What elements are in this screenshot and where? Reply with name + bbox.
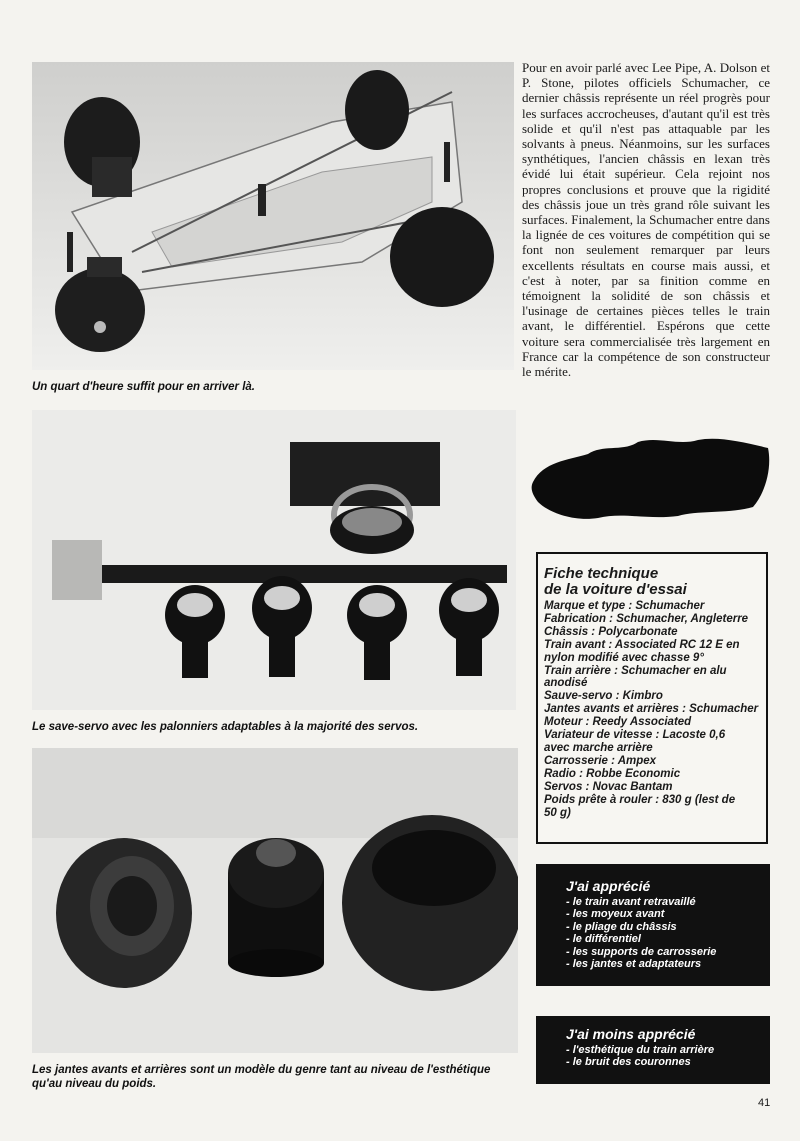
apprecie-title: J'ai apprécié	[566, 878, 651, 894]
save-servo-caption: Le save-servo avec les palonniers adaptables à la majorité des servos.	[32, 721, 419, 733]
wheels-photo	[32, 748, 518, 1053]
list-item: - les jantes et adaptateurs	[566, 958, 702, 971]
fiche-line: Moteur : Reedy Associated	[544, 716, 692, 729]
chassis-photo	[32, 62, 514, 370]
moins-apprecie-box	[536, 1016, 770, 1084]
fiche-line: Servos : Novac Bantam	[544, 780, 673, 793]
list-item: - les supports de carrosserie	[566, 945, 717, 958]
fiche-line: Carrosserie : Ampex	[544, 754, 657, 767]
fiche-line: Variateur de vitesse : Lacoste 0,6	[544, 729, 726, 742]
moins-apprecie-list	[566, 1044, 760, 1069]
save-servo-photo	[32, 410, 516, 710]
fiche-line: avec marche arrière	[544, 741, 653, 754]
list-item: - le pliage du châssis	[566, 920, 677, 933]
fiche-line: Châssis : Polycarbonate	[544, 625, 678, 638]
fiche-line: anodisé	[544, 677, 588, 690]
fiche-line: Poids prête à rouler : 830 g (lest de	[544, 793, 736, 806]
list-item: - l'esthétique du train arrière	[566, 1044, 715, 1056]
fiche-line: nylon modifié avec chasse 9°	[544, 651, 704, 664]
moins-apprecie-title: J'ai moins apprécié	[566, 1026, 696, 1042]
apprecie-list	[566, 896, 760, 970]
chassis-caption: Un quart d'heure suffit pour en arriver là.	[32, 381, 255, 393]
article-text	[522, 60, 770, 379]
apprecie-box	[536, 864, 770, 986]
fiche-line: 50 g)	[544, 806, 571, 819]
fiche-title: Fiche technique de la voiture d'essai	[544, 565, 687, 598]
fiche-line: Train arrière : Schumacher en alu	[544, 664, 727, 677]
article-paragraph: Pour en avoir parlé avec Lee Pipe, A. Dolson et P. Stone, pilotes officiels Schumacher, ce dernier châssis représente un réel progrès pour les surfaces accrocheuses, d'autant qu'il est très solide et qu'il n'est pas attaquable par les solvants à pneus. Néanmoins, sur les surfaces synthétiques, l'ancien châssis en lexan très évidé lui était supérieur. Cela rejoint nos propres conclusions et prouve que la rigidité des châssis joue un très grand rôle suivant les surfaces. Finalement, la Schumacher entre dans la lignée de ces voitures de compétition qui se font non seulement remarquer par leurs excellents résultats en course mais aussi, et c'est à noter, par sa finition comme en témoignent la solidité de son châssis et l'usinage de certaines pièces telles le train avant, le différentiel. Espérons que cette voiture sera commercialisée très largement en France car la compétence de son constructeur le mérite.	[522, 60, 770, 380]
page-number: 41	[758, 1097, 771, 1109]
list-item: - le train avant retravaillé	[566, 896, 696, 908]
fiche-line: Radio : Robbe Economic	[544, 767, 681, 780]
list-item: - le différentiel	[566, 933, 641, 946]
list-item: - les moyeux avant	[566, 908, 665, 921]
fiche-line: Train avant : Associated RC 12 E en	[544, 638, 740, 651]
decorative-brush-shape	[528, 432, 773, 522]
fiche-technique-box	[536, 552, 768, 844]
fiche-line: Sauve-servo : Kimbro	[544, 690, 663, 703]
fiche-line: Jantes avants et arrières : Schumacher	[544, 703, 759, 716]
fiche-line: Marque et type : Schumacher	[544, 600, 705, 612]
fiche-line: Fabrication : Schumacher, Angleterre	[544, 612, 749, 625]
wheels-caption: Les jantes avants et arrières sont un modèle du genre tant au niveau de l'esthétique qu'au niveau du poids.	[32, 1064, 491, 1090]
list-item: - le bruit des couronnes	[566, 1056, 691, 1069]
